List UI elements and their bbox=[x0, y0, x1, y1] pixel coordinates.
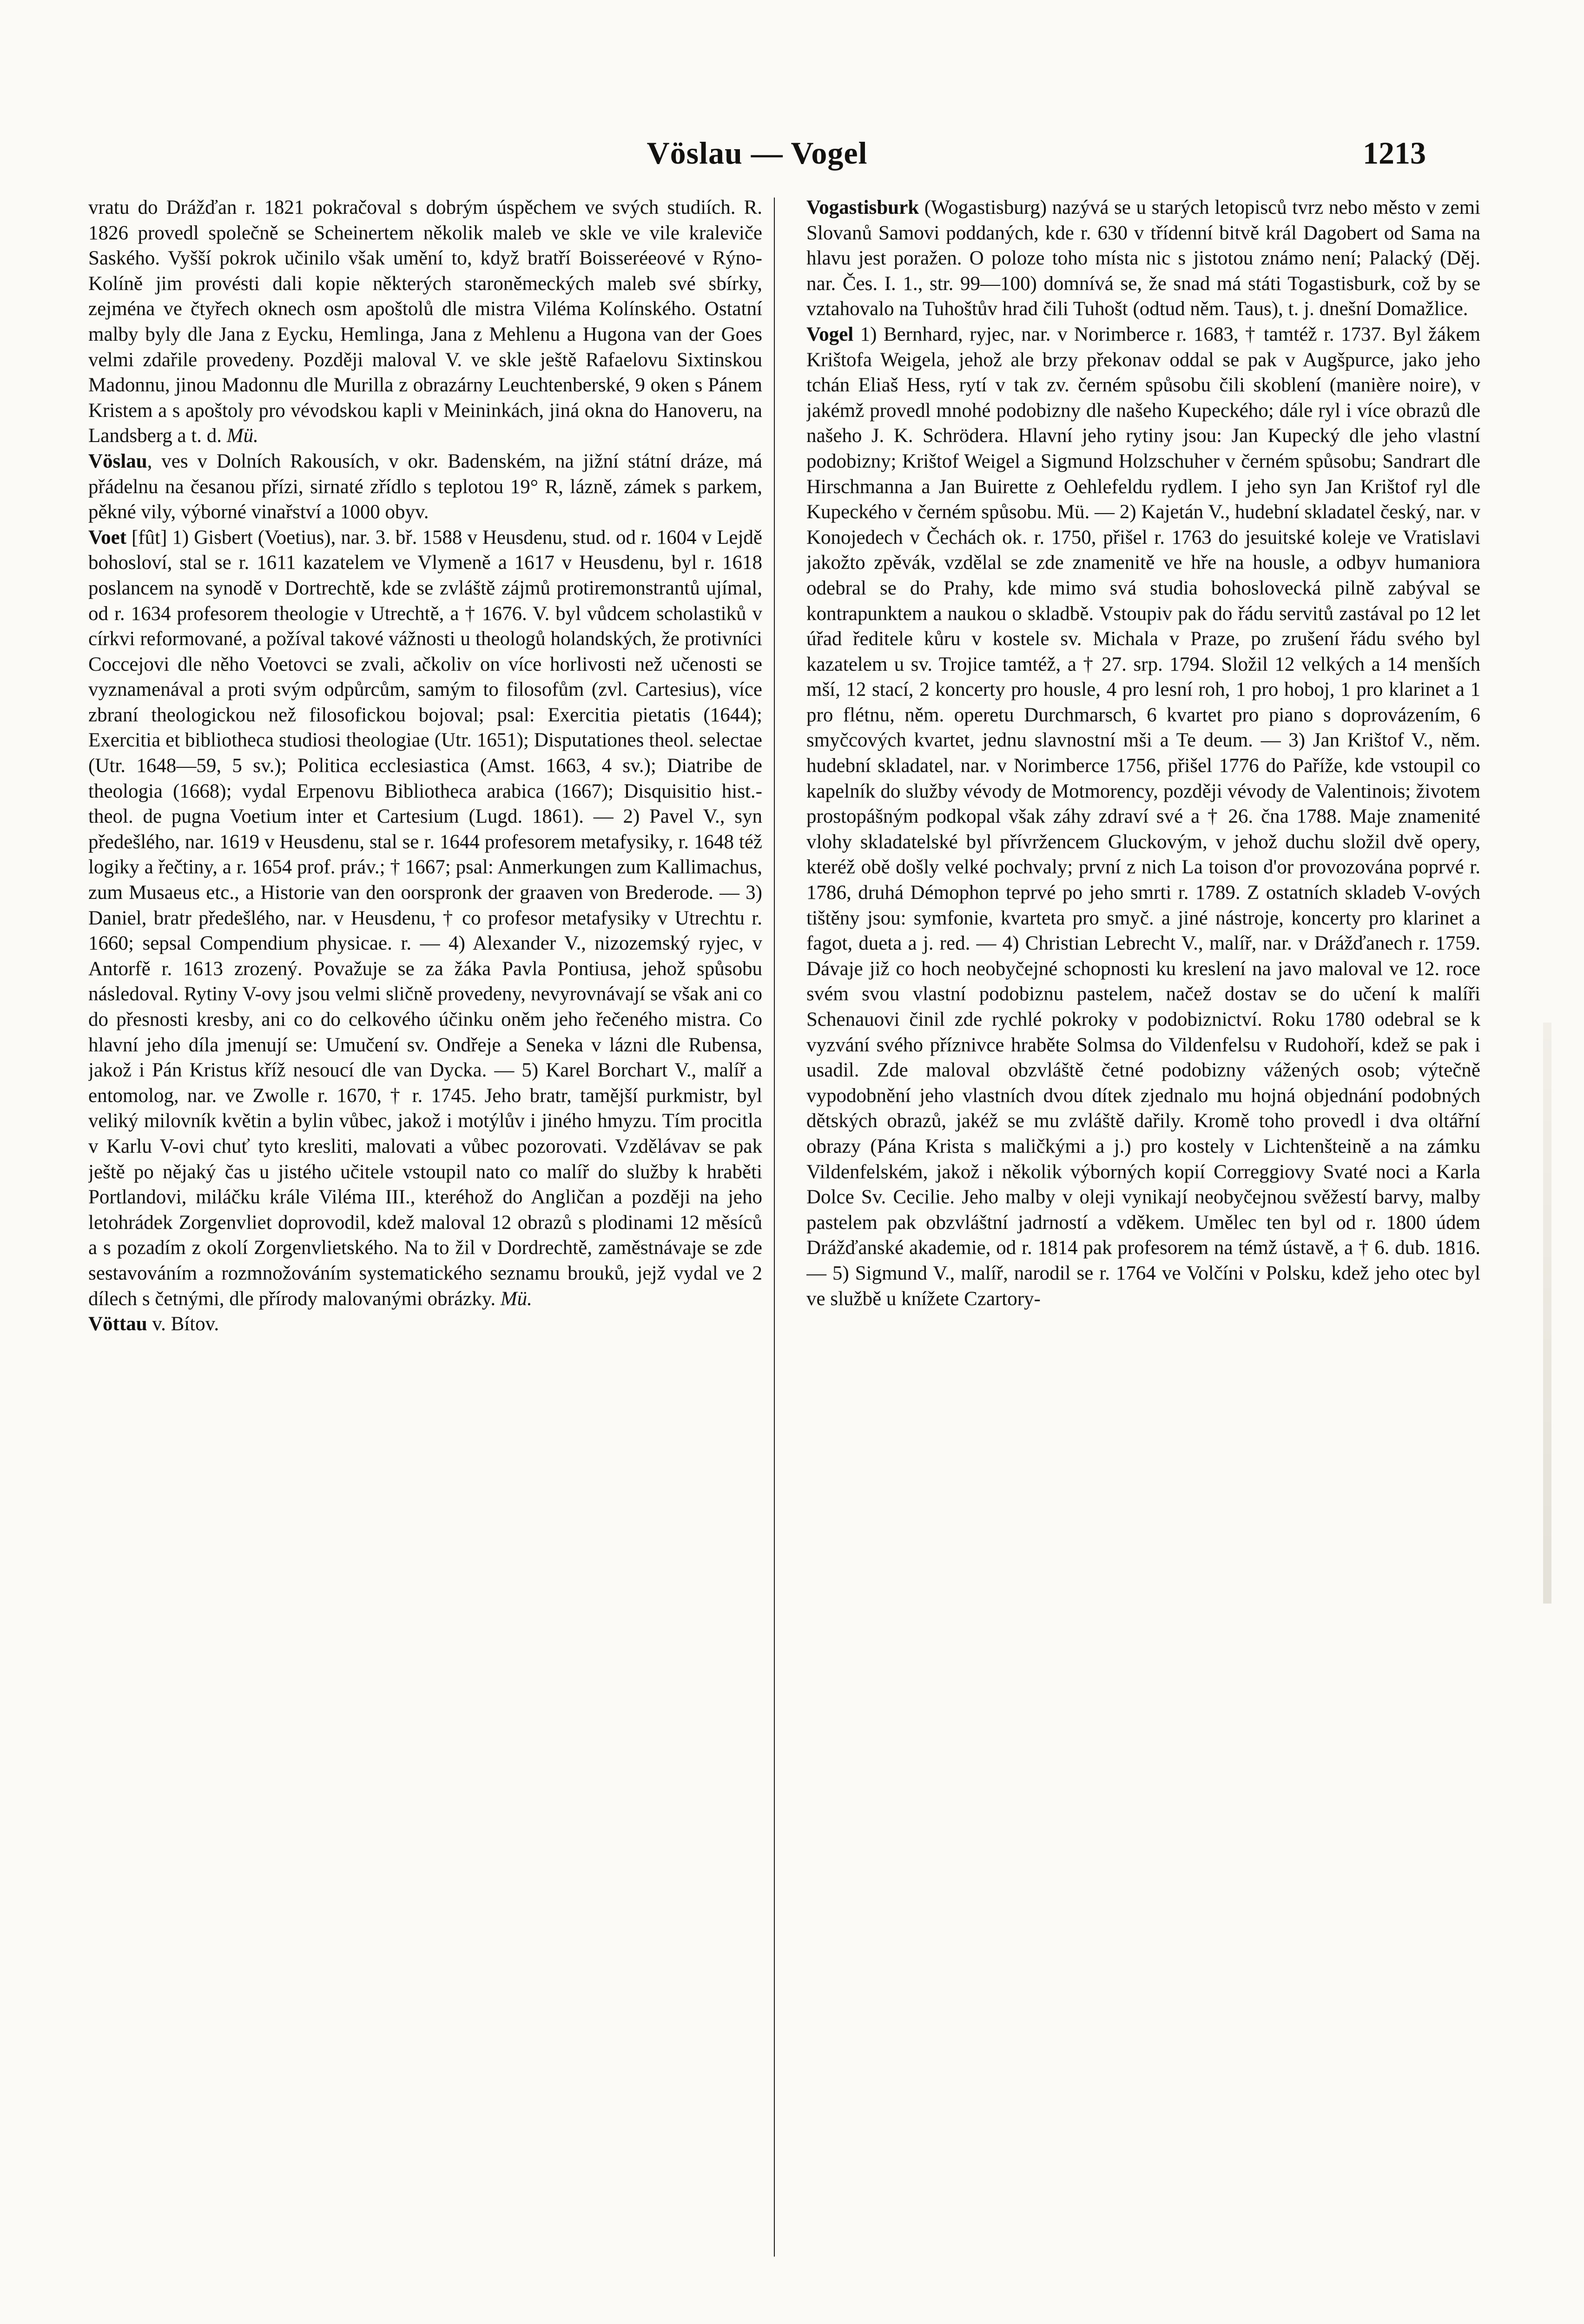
entry-headword: Voet bbox=[88, 526, 127, 548]
entry-text: vratu do Drážďan r. 1821 pokračoval s dobrým úspěchem ve svých studiích. R. 1826 provedl společně se Scheinertem několik maleb ve skle ve vile kraleviče Saského. Vyšší pokrok učinilo však umění to, když bratří Boisseréeové v Rýno-Kolíně jim provésti dali kopie některých staroněmeckých maleb své sbírky, zejména ve čtyřech oknech osm apoštolů dle mistra Viléma Kolínského. Ostatní malby byly dle Jana z Eycku, Hemlinga, Jana z Mehlenu a Hugona van der Goes velmi zdařile provedeny. Později maloval V. ve skle ještě Rafaelovu Sixtinskou Madonnu, jinou Madonnu dle Murilla z obrazárny Leuchtenberské, 9 oken s Pánem Kristem a s apoštoly pro vévodskou kapli v Meininkách, jiná okna do Hanoveru, na Landsberg a t. d. bbox=[88, 197, 762, 447]
column-divider bbox=[774, 198, 775, 2257]
page-header bbox=[88, 135, 1426, 177]
page-number: 1213 bbox=[1363, 135, 1426, 171]
entry-voet bbox=[88, 525, 762, 1312]
entry-text: [fût] 1) Gisbert (Voetius), nar. 3. bř. 1588 v Heusdenu, stud. od r. 1604 v Lejdě bohosloví, stal se r. 1611 kazatelem ve Vlymeně a 1617 v Heusdenu, byl r. 1618 poslancem na synodě v Dortrechtě, kde se zvláště zájmů protiremonstrantů ujímal, od r. 1634 profesorem theologie v Utrechtě, a † 1676. V. byl vůdcem scholastiků v církvi reformované, a požíval takové vážnosti u theologů holandských, že protivníci Coccejovi dle něho Voetovci se zvali, ačkoliv on více horlivosti než učenosti se vyznamenával a proti svým odpůrcům, samým to filosofům (zvl. Cartesius), více zbraní theologickou než filosofickou bojoval; psal: Exercitia pietatis (1644); Exercitia et bibliotheca studiosi theologiae (Utr. 1651); Disputationes theol. selectae (Utr. 1648—59, 5 sv.); Politica ecclesiastica (Amst. 1663, 4 sv.); Diatribe de theologia (1668); vydal Erpenovu Bibliotheca arabica (1667); Disquisitio hist.-theol. de pugna Voetium inter et Cartesium (Lugd. 1861). — 2) Pavel V., syn předešlého, nar. 1619 v Heusdenu, stal se r. 1644 profesorem metafysiky, r. 1648 též logiky a řečtiny, a r. 1654 prof. práv.; † 1667; psal: Anmerkungen zum Kallimachus, zum Musaeus etc., a Historie van den oorspronk der graaven von Brederode. — 3) Daniel, bratr předešlého, nar. v Heusdenu, † co profesor metafysiky v Utrechtu r. 1660; sepsal Compendium physicae. r. — 4) Alexander V., nizozemský ryjec, v Antorfě r. 1613 zrozený. Považuje se za žáka Pavla Pontiusa, jehož spůsobu následoval. Rytiny V-ovy jsou velmi sličně provedeny, nevyrovnávají se však ani co do přesnosti kresby, ani co do celkového účinku oněm jeho řečeného mistra. Co hlavní jeho díla jmenují se: Umučení sv. Ondřeje a Seneka v lázni dle Rubensa, jakož i Pán Kristus kříž nesoucí dle van Dycka. — 5) Karel Borchart V., malíř a entomolog, nar. ve Zwolle r. 1670, † r. 1745. Jeho bratr, tamější purkmistr, byl veliký milovník květin a bylin vůbec, jakož i motýlův i jiného hmyzu. Tím procitla v Karlu V-ovi chuť tyto kresliti, malovati a vůbec pozorovati. Vzdělávav se pak ještě po nějaký čas u jistého učitele vstoupil nato co malíř do služby k hraběti Portlandovi, miláčku krále Viléma III., kteréhož do Angličan a později na jeho letohrádek Zorgenvliet doprovodil, kdež maloval 12 obrazů s plodinami 12 měsíců a s pozadím z okolí Zorgenvlietského. Na to žil v Dordrechtě, zaměstnávaje se zde sestavováním a rozmnožováním systematického seznamu brouků, jejž vydal ve 2 dílech s četnými, dle přírody malovanými obrázky. bbox=[88, 526, 762, 1310]
entry-vogel bbox=[806, 322, 1480, 1312]
running-title: Vöslau — Vogel bbox=[647, 135, 868, 171]
entry-continuation-vratu bbox=[88, 195, 762, 449]
entry-headword: Vöslau bbox=[88, 450, 147, 472]
entry-text: , ves v Dolních Rakousích, v okr. Badenském, na jižní státní dráze, má přádelnu na česanou přízi, sirnaté zřídlo s teplotou 19° R, lázně, zámek s parkem, pěkné vily, výborné vinařství a 1000 obyv. bbox=[88, 450, 762, 523]
entry-text: 1) Bernhard, ryjec, nar. v Norimberce r. 1683, † tamtéž r. 1737. Byl žákem Krištofa Weigela, jehož ale brzy překonav oddal se pak v Augšpurce, jako jeho tchán Eliaš Hess, rytí v tak zv. černém spůsobu čili skoblení (manière noire), v jakémž provedl mnohé podobizny dle našeho Kupeckého; dále ryl i více obrazů dle našeho J. K. Schrödera. Hlavní jeho rytiny jsou: Jan Kupecký dle jeho vlastní podobizny; Krištof Weigel a Sigmund Holzschuher v černém spůsobu; Sandrart dle Hirschmanna a Jan Buirette z Oehlefeldu rydlem. I jeho syn Jan Krištof ryl dle Kupeckého v černém spůsobu. Mü. — 2) Kajetán V., hudební skladatel český, nar. v Konojedech v Čechách ok. r. 1750, přišel r. 1763 do jesuitské koleje ve Vratislavi jakožto zpěvák, vzdělal se zde znamenitě ve hře na housle, a odbyv humaniora odebral se do Prahy, kde mimo svá studia bohoslovecká pilně zabýval se kontrapunktem a naukou o skladbě. Vstoupiv pak do řádu servitů zastával po 12 let úřad ředitele kůru v kostele sv. Michala v Praze, po zrušení řádu svého byl kazatelem u sv. Trojice tamtéž, a † 27. srp. 1794. Složil 12 velkých a 14 menších mší, 12 stací, 2 koncerty pro housle, 4 pro lesní roh, 1 pro hoboj, 1 pro klarinet a 1 pro flétnu, něm. operetu Durchmarsch, 6 kvartet pro piano s doprovázením, 6 smyčcových kvartet, jednu slavnostní mši a Te deum. — 3) Jan Krištof V., něm. hudební skladatel, nar. v Norimberce 1756, přišel 1776 do Paříže, kde vstoupil co kapelník do služby vévody de Motmorency, později vévody de Valentinois; životem prostopášným podkopal však záhy zdraví své a † 26. čna 1788. Maje znamenité vlohy skladatelské byl přívržencem Gluckovým, v jehož duchu složil dvě opery, kteréž obě došly velké pochvaly; první z nich La toison d'or provozována poprvé r. 1786, druhá Démophon teprvé po jeho smrti r. 1789. Z ostatních skladeb V-ových tištěny jsou: symfonie, kvarteta pro smyč. a jiné nástroje, koncerty pro klarinet a fagot, dueta a j. red. — 4) Christian Lebrecht V., malíř, nar. v Drážďanech r. 1759. Dávaje již co hoch neobyčejné schopnosti ku kreslení na javo maloval ve 12. roce svém svou vlastní podobiznu pastelem, načež dostav se do učení k malíři Schenauovi činil zde rychlé pokroky v podobiznictví. Roku 1780 odebral se k vyzvání svého příznivce hraběte Solmsa do Vildenfelsu v Rudohoří, kdež se pak i usadil. Zde maloval obzvláště četné podobizny vážených osob; výtečně vypodobnění jeho vlastních dvou dítek zjednalo mu hojná objednání podobných dětských obrazů, jakéž se mu zvláště dařily. Kromě toho provedl i dva oltářní obrazy (Pána Krista s maličkými a j.) pro kostely v Lichtenšteině a na zámku Vildenfelském, jakož i několik výborných kopií Correggiovy Svaté noci a Karla Dolce Sv. Cecilie. Jeho malby v oleji vynikají neobyčejnou svěžestí barvy, malby pastelem pak obzvláštní jadrností a vděkem. Umělec ten byl od r. 1800 údem Drážďanské akademie, od r. 1814 pak profesorem na témž ústavě, a † 6. dub. 1816. — 5) Sigmund V., malíř, narodil se r. 1764 ve Volčíni v Polsku, kdež jeho otec byl ve službě u knížete Czartory- bbox=[806, 323, 1480, 1310]
entry-headword: Vöttau bbox=[88, 1313, 147, 1335]
entry-vottau bbox=[88, 1312, 762, 1337]
entry-signature: Mü. bbox=[226, 425, 258, 447]
entry-vogastisburk bbox=[806, 195, 1480, 322]
entry-voslau bbox=[88, 449, 762, 525]
entry-text: v. Bítov. bbox=[147, 1313, 219, 1335]
entry-text: (Wogastisburg) nazývá se u starých letopisců tvrz nebo město v zemi Slovanů Samovi poddaných, kde r. 630 v třídenní bitvě král Dagobert od Sama na hlavu jest poražen. O poloze toho místa nic s jistotou známo není; Palacký (Děj. nar. Čes. I. 1., str. 99—100) domnívá se, že snad má státi Togastisburk, což by se vztahovalo na Tuhoštův hrad čili Tuhošt (odtud něm. Taus), t. j. dnešní Domažlice. bbox=[806, 197, 1480, 320]
entry-headword: Vogastisburk bbox=[806, 197, 919, 218]
entry-signature: Mü. bbox=[500, 1287, 532, 1310]
right-column bbox=[806, 195, 1480, 1312]
page-edge-shadow bbox=[1543, 1023, 1551, 1604]
entry-headword: Vogel bbox=[806, 323, 854, 345]
left-column bbox=[88, 195, 762, 1337]
